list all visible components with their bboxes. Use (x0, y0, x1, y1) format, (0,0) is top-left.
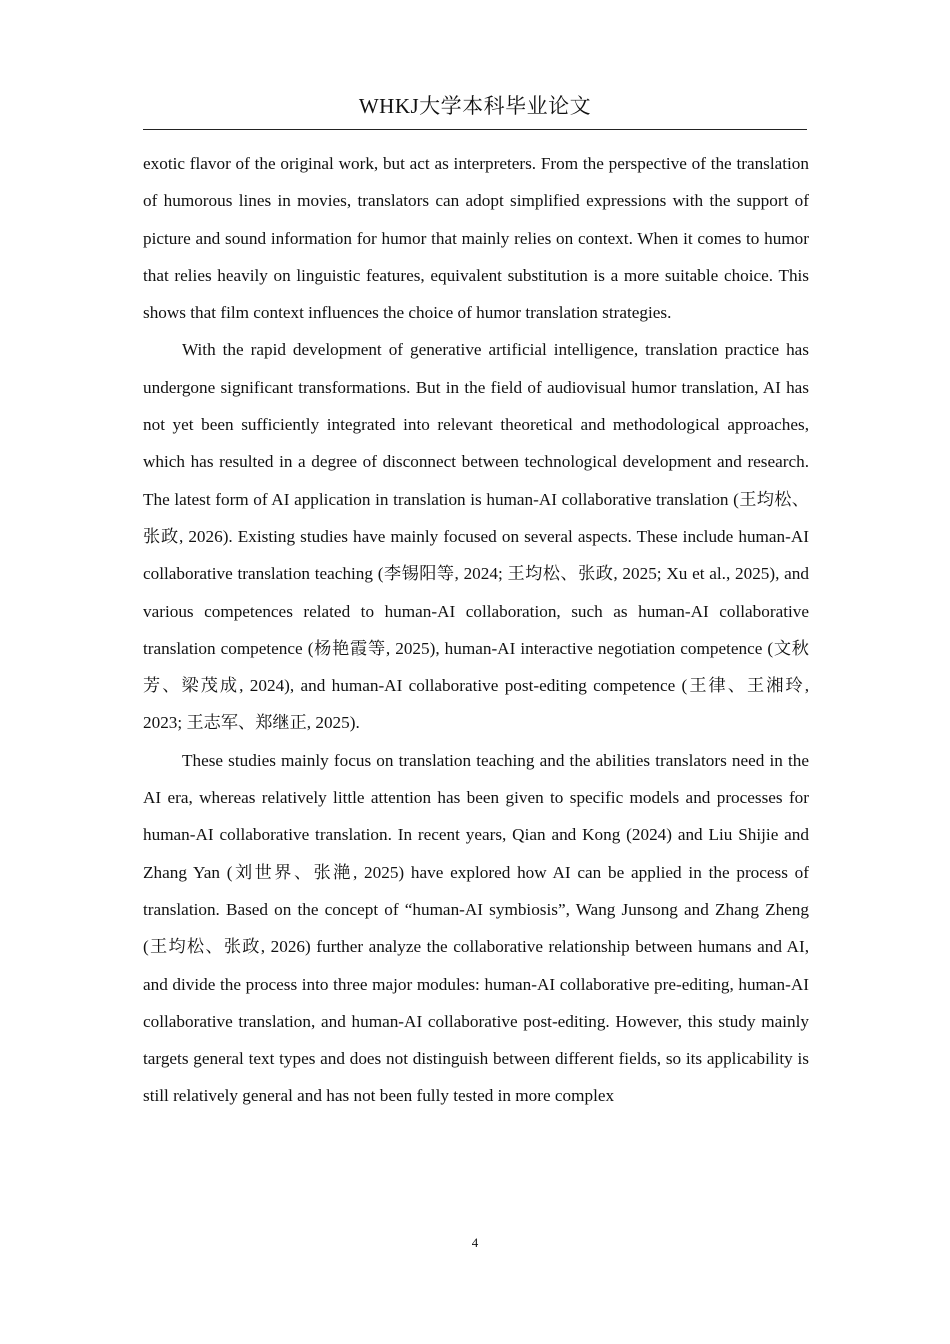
page-header-title: WHKJ大学本科毕业论文 (358, 94, 592, 118)
paragraph-ai-development: With the rapid development of generative artificial intelligence, translation practice has undergone significant transformations. But in the field of audiovisual humor translation, AI has not yet been sufficiently integrated into relevant theoretical and methodological approaches, which has resulted in a degree of disconnect between technological development and research. The latest form of AI application in translation is human-AI collaborative translation (王均松、张政, 2026). Existing studies have mainly focused on several aspects. These include human-AI collaborative translation teaching (李锡阳等, 2024; 王均松、张政, 2025; Xu et al., 2025), and various competences related to human-AI collaboration, such as human-AI collaborative translation competence (杨艳霞等, 2025), human-AI interactive negotiation competence (文秋芳、梁茂成, 2024), and human-AI collaborative post-editing competence (王律、王湘玲, 2023; 王志军、郑继正, 2025). (143, 340, 809, 733)
header-divider (143, 129, 807, 130)
body-text (143, 145, 809, 1115)
page-number: 4 (471, 1235, 479, 1250)
paragraph-continuation: exotic flavor of the original work, but act as interpreters. From the perspective of the translation of humorous lines in movies, translators can adopt simplified expressions with the support of picture and sound information for humor that mainly relies on context. When it comes to humor that relies heavily on linguistic features, equivalent substitution is a more suitable choice. This shows that film context influences the choice of humor translation strategies. (143, 154, 809, 323)
paragraph-studies-focus: These studies mainly focus on translation teaching and the abilities translators need in the AI era, whereas relatively little attention has been given to specific models and processes for human-AI collaborative translation. In recent years, Qian and Kong (2024) and Liu Shijie and Zhang Yan (刘世界、张滟, 2025) have explored how AI can be applied in the process of translation. Based on the concept of “human-AI symbiosis”, Wang Junsong and Zhang Zheng (王均松、张政, 2026) further analyze the collaborative relationship between humans and AI, and divide the process into three major modules: human-AI collaborative pre-editing, human-AI collaborative translation, and human-AI collaborative post-editing. However, this study mainly targets general text types and does not distinguish between different fields, so its applicability is still relatively general and has not been fully tested in more complex (143, 750, 809, 1106)
